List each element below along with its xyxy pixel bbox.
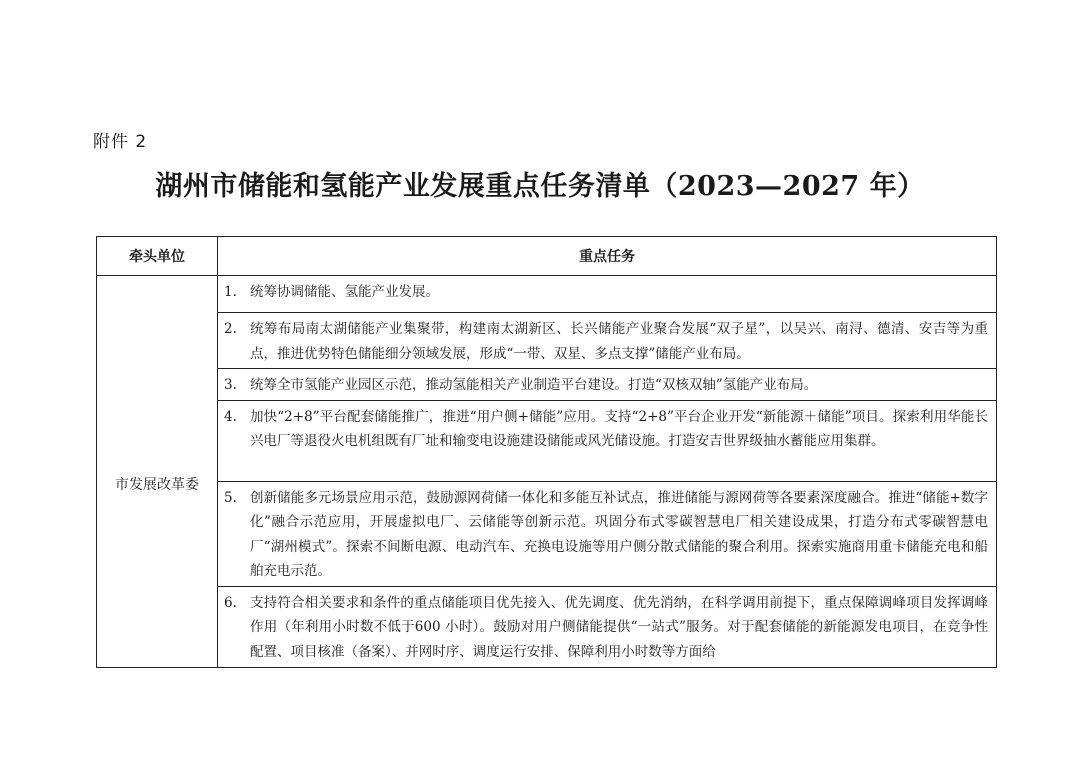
task-number: 2. [224,321,237,337]
table-row [97,586,997,667]
task-text: 统筹全市氢能产业园区示范，推动氢能相关产业制造平台建设。打造“双核双轴”氢能产业布局。 [250,377,818,393]
task-number: 5. [224,489,237,506]
table-row [97,400,997,481]
task-text: 统筹布局南太湖储能产业集聚带，构建南太湖新区、长兴储能产业聚合发展“双子星”，以吴兴、南浔、德清、安吉等为重点，推进优势特色储能细分领域发展，形成“一带、双星、多点支撑”储能产业布局。 [250,321,988,362]
task-number: 3. [224,377,237,393]
lead-unit-cell: 市发展改革委 [97,276,218,668]
task-text: 统筹协调储能、氢能产业发展。 [250,284,439,300]
task-cell [218,481,997,586]
table-row [97,369,997,401]
task-number: 1. [224,284,237,300]
task-number: 6. [224,594,237,611]
column-header-lead-unit: 牵头单位 [97,237,218,276]
task-cell [218,276,997,313]
table-row [97,481,997,586]
task-cell [218,313,997,369]
table-header-row [97,237,997,276]
table-row [97,313,997,369]
task-text: 加快“2+8”平台配套储能推广，推进“用户侧+储能”应用。支持“2+8”平台企业开发“新能源＋储能”项目。探索利用华能长兴电厂等退役火电机组既有厂址和输变电设施建设储能或风光储设施。打造安吉世界级抽水蓄能应用集群。 [250,408,988,449]
task-cell [218,400,997,481]
task-number: 4. [224,408,237,425]
column-header-key-tasks: 重点任务 [218,237,997,276]
task-text: 支持符合相关要求和条件的重点储能项目优先接入、优先调度、优先消纳，在科学调用前提下，重点保障调峰项目发挥调峰作用（年利用小时数不低于600 小时）。鼓励对用户侧储能提供“一站式”服务。对于配套储能的新能源发电项目，在竞争性配置、项目核准（备案）、并网时序、调度运行安排、保障利用小时数等方面给 [250,594,988,660]
table-row [97,276,997,313]
attachment-label: 附件 2 [93,132,148,152]
task-text: 创新储能多元场景应用示范，鼓励源网荷储一体化和多能互补试点，推进储能与源网荷等各要素深度融合。推进“储能+数字化”融合示范应用，开展虚拟电厂、云储能等创新示范。巩固分布式零碳智慧电厂相关建设成果，打造分布式零碳智慧电厂“湖州模式”。探索不间断电源、电动汽车、充换电设施等用户侧分散式储能的聚合利用。探索实施商用重卡储能充电和船舶充电示范。 [250,489,988,579]
task-table [96,236,997,668]
document-title: 湖州市储能和氢能产业发展重点任务清单（2023—2027 年） [155,171,925,202]
task-cell [218,586,997,667]
task-cell [218,369,997,401]
